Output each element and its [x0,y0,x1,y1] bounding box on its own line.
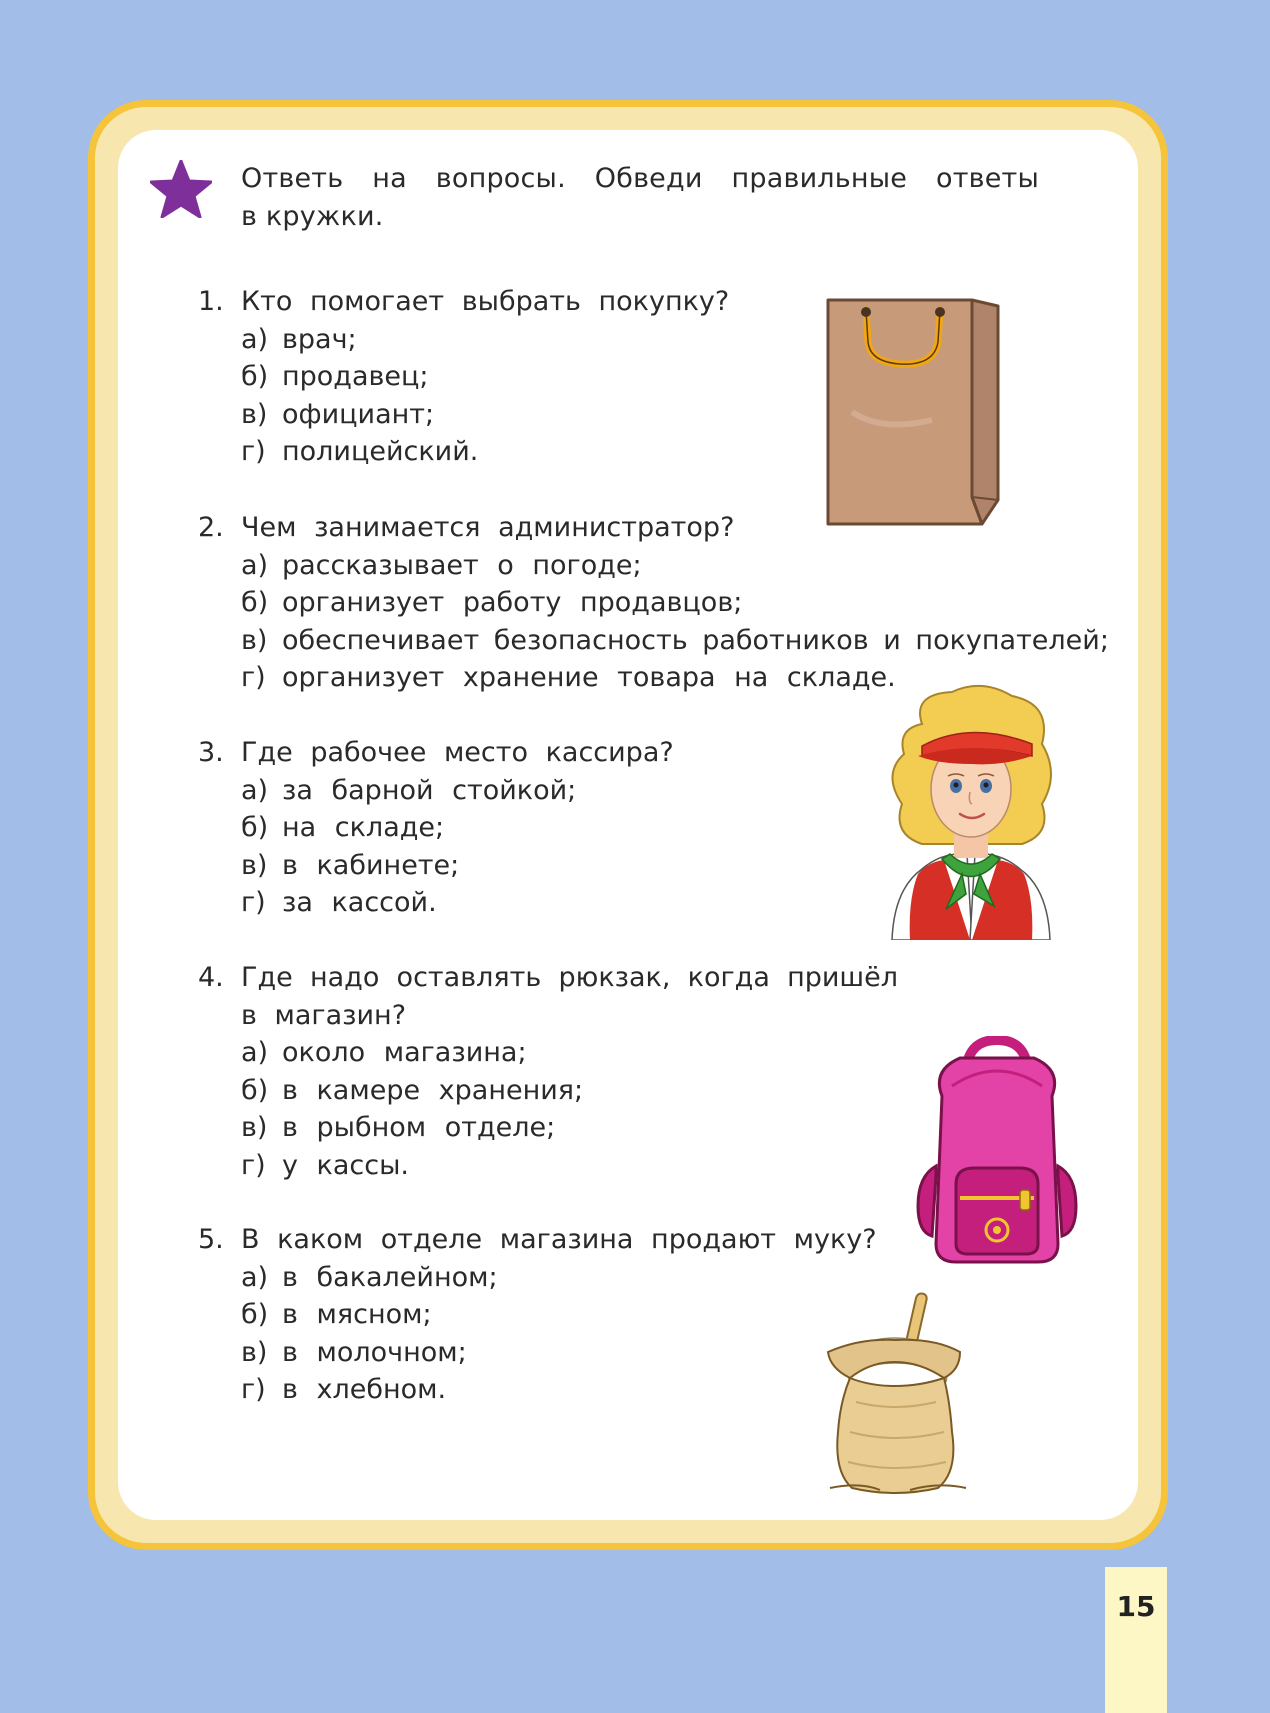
answer-option-a[interactable] [241,1259,877,1297]
answer-option-b[interactable] [241,1072,898,1110]
question-text: Где надо оставлять рюкзак, когда пришёл [241,962,898,993]
option-text: у кассы. [282,1149,410,1181]
answer-option-d[interactable] [241,884,674,922]
option-letter: г) [241,1374,266,1405]
backpack-illustration [912,1036,1082,1270]
task-instruction [241,160,1039,236]
option-text: полицейский. [282,436,479,467]
question-3 [198,734,674,922]
option-letter: а) [241,774,269,806]
option-letter: в) [241,1336,268,1368]
answer-option-d[interactable] [241,433,729,471]
answer-option-a[interactable] [241,1034,898,1072]
option-text: на складе; [282,812,445,843]
option-text: за кассой. [282,887,437,918]
option-letter: б) [241,1299,269,1330]
answer-option-c[interactable] [241,622,1109,660]
question-number: 5. [198,1224,224,1255]
page-number: 15 [1116,1590,1156,1623]
option-letter: в) [241,398,268,430]
question-text: Чем занимается администратор? [241,512,735,543]
option-letter: а) [241,323,269,355]
answer-option-c[interactable] [241,1334,877,1372]
answer-option-a[interactable] [241,547,1109,585]
answer-option-b[interactable] [241,584,1109,622]
option-letter: а) [241,1261,269,1293]
option-text: в бакалейном; [282,1261,498,1293]
question-text: В каком отделе магазина продают муку? [241,1224,877,1255]
question-1 [198,283,729,471]
option-letter: б) [241,361,269,392]
option-text: продавец; [282,361,429,392]
option-letter: в) [241,849,268,881]
option-letter: в) [241,624,268,656]
page-number-tab [1105,1567,1167,1713]
answer-option-c[interactable] [241,1109,898,1147]
flour-sack-illustration [820,1292,970,1496]
option-letter: г) [241,1149,266,1181]
answer-option-b[interactable] [241,358,729,396]
option-letter: г) [241,887,266,918]
question-number: 2. [198,512,224,543]
option-text: в кабинете; [282,849,460,881]
question-number: 1. [198,286,224,317]
option-letter: г) [241,662,266,693]
option-letter: а) [241,549,269,581]
cashier-girl-illustration [882,684,1060,940]
answer-option-a[interactable] [241,321,729,359]
answer-option-d[interactable] [241,1371,877,1409]
star-icon [150,160,212,218]
option-text: в мясном; [282,1299,432,1330]
option-text: в хлебном. [282,1374,447,1405]
answer-option-a[interactable] [241,772,674,810]
option-text: официант; [282,398,435,430]
option-letter: б) [241,1074,269,1106]
question-text: Кто помогает выбрать покупку? [241,286,730,317]
option-letter: в) [241,1112,268,1143]
option-text: организует хранение товара на складе. [282,662,896,693]
question-number: 3. [198,737,224,768]
question-number: 4. [198,962,224,993]
question-5 [198,1221,877,1409]
question-4 [198,959,898,1184]
question-text: Где рабочее место кассира? [241,737,674,768]
option-letter: б) [241,587,269,618]
paper-bag-illustration [822,292,1004,534]
option-text: рассказывает о погоде; [282,549,642,581]
answer-option-b[interactable] [241,1296,877,1334]
option-letter: г) [241,436,266,467]
instruction-line-1: Ответь на вопросы. Обведи правильные ответы [241,163,1039,194]
option-text: в камере хранения; [282,1074,584,1106]
option-letter: а) [241,1037,269,1068]
option-text: около магазина; [282,1037,527,1068]
option-text: организует работу продавцов; [282,587,743,618]
question-2 [198,509,1109,697]
answer-option-c[interactable] [241,396,729,434]
option-text: в молочном; [282,1336,467,1368]
answer-option-b[interactable] [241,809,674,847]
option-letter: б) [241,812,269,843]
instruction-line-2: в кружки. [241,201,384,232]
answer-option-c[interactable] [241,847,674,885]
question-text-continued: в магазин? [241,999,407,1031]
option-text: за барной стойкой; [282,774,577,806]
option-text: обеспечивает безопасность работников и покупателей; [282,624,1109,656]
answer-option-d[interactable] [241,1147,898,1185]
option-text: врач; [282,323,357,355]
option-text: в рыбном отделе; [282,1112,556,1143]
